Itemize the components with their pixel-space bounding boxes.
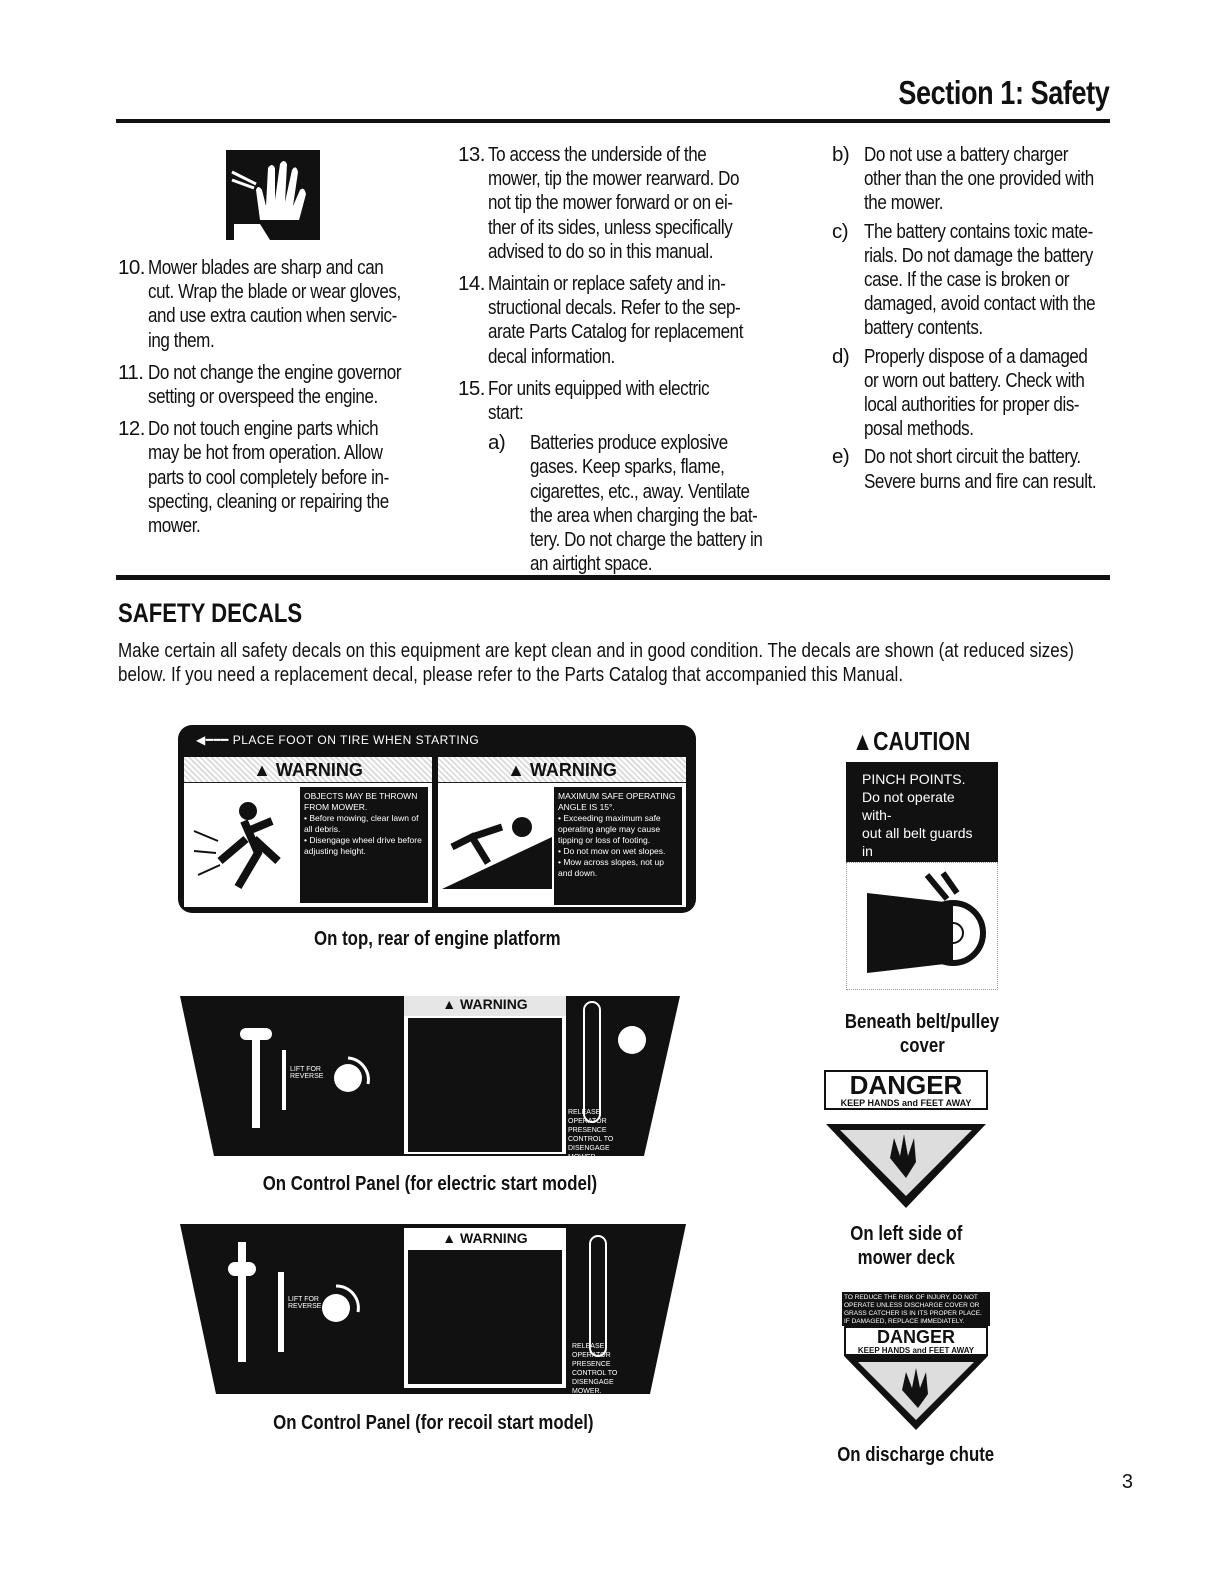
text-line: posal methods.	[864, 417, 974, 441]
safety-decals-heading: SAFETY DECALS	[118, 598, 303, 628]
alert-triangle-icon: ▲	[253, 760, 276, 780]
list-item	[118, 417, 418, 538]
text-line: the area when charging the bat-	[530, 503, 758, 527]
discharge-chute-caption: On discharge chute	[837, 1443, 995, 1466]
text-line: or worn out battery. Check with	[864, 368, 1085, 392]
engine-platform-decal	[178, 725, 696, 913]
intro-line: below. If you need a replacement decal, please refer to the Parts Catalog that accompanied this Manual.	[118, 663, 904, 686]
warning-line: • Mow across slopes, not up and down.	[558, 857, 664, 878]
text-line: To access the underside of the	[488, 143, 707, 166]
caution-pinch-points-decal	[846, 726, 998, 990]
item-number: 12.	[118, 417, 145, 441]
danger-discharge-chute-decal	[840, 1292, 992, 1432]
engine-platform-caption: On top, rear of engine platform	[313, 927, 561, 950]
text-line: Do not use a battery charger	[864, 143, 1069, 166]
page-number: 3	[1121, 1471, 1133, 1493]
alert-triangle-icon: ▲	[442, 996, 461, 1012]
list-item	[832, 220, 1112, 341]
text-line: The battery contains toxic mate-	[864, 219, 1093, 243]
list-item	[832, 143, 1112, 216]
warning-line: MAXIMUM SAFE OPERATING ANGLE IS 15°.	[558, 791, 676, 812]
text-line: Do not touch engine parts which	[148, 417, 379, 441]
caution-head: ▲CAUTION	[852, 726, 971, 756]
text-line: setting or overspeed the engine.	[148, 385, 378, 409]
text-line: Do not short circuit the battery.	[864, 445, 1081, 469]
belt-pulley-icon	[846, 862, 998, 990]
danger-head-box: DANGER KEEP HANDS and FEET AWAY	[844, 1326, 988, 1356]
item-number: a)	[488, 431, 506, 455]
text-line: the mower.	[864, 191, 944, 215]
warning-head: ▲ WARNING	[184, 757, 432, 783]
item-number: e)	[832, 445, 850, 469]
text-line: start:	[488, 401, 524, 425]
item-number: d)	[832, 344, 850, 368]
text-line: an airtight space.	[530, 552, 653, 576]
text-line: advised to do so in this manual.	[488, 239, 714, 263]
item-number: b)	[832, 143, 850, 166]
caution-line: PINCH POINTS.	[862, 771, 966, 787]
list-item	[832, 445, 1112, 493]
caution-text	[846, 762, 998, 877]
item-number: 10.	[118, 256, 145, 279]
section-rule	[116, 575, 1110, 580]
danger-top-text: TO REDUCE THE RISK OF INJURY, DO NOT OPERATE UNLESS DISCHARGE COVER OR GRASS CATCHER IS IN ITS PROPER PLACE. IF DAMAGED, REPLACE IMMEDIATELY.	[842, 1292, 990, 1326]
text-line: cut. Wrap the blade or wear gloves,	[148, 280, 401, 304]
electric-start-caption: On Control Panel (for electric start model)	[262, 1172, 598, 1195]
arrow-left-icon: ◀━━━	[196, 733, 233, 747]
text-line: arate Parts Catalog for replacement	[488, 320, 744, 344]
list-item	[458, 143, 768, 264]
safety-decals-intro	[118, 639, 1211, 687]
list-item	[458, 377, 768, 425]
text-line: ing them.	[148, 328, 215, 352]
text-line: cigarettes, etc., away. Ventilate	[530, 479, 750, 503]
release-operator-label: RELEASE OPERATOR PRESENCE CONTROL TO DISENGAGE MOWER.	[568, 1109, 614, 1161]
slope-tipping-icon	[442, 797, 552, 897]
warning-line: • Before mowing, clear lawn of all debris.	[304, 813, 419, 834]
alert-triangle-icon: ▲	[507, 760, 530, 780]
item-number: 11.	[118, 360, 144, 384]
list-item	[832, 345, 1112, 442]
list-item	[118, 256, 418, 353]
warning-line: • Exceeding maximum safe operating angle may cause tipping or loss of footing.	[558, 813, 661, 845]
warning-head: ▲ WARNING	[442, 996, 528, 1012]
safety-column-3	[832, 143, 1112, 498]
safety-column-2	[458, 143, 768, 576]
electric-start-control-panel-decal	[180, 994, 680, 1161]
warning-head: ▲ WARNING	[442, 1230, 528, 1246]
text-line: local authorities for proper dis-	[864, 393, 1080, 417]
caution-line: place.	[862, 861, 900, 877]
text-line: damaged, avoid contact with the	[864, 292, 1096, 316]
slope-warning	[438, 757, 686, 907]
safety-column-1	[118, 256, 418, 546]
decal-banner: ◀━━━ PLACE FOOT ON TIRE WHEN STARTING	[196, 733, 480, 747]
text-line: other than the one provided with	[864, 167, 1094, 191]
text-line: Maintain or replace safety and in-	[488, 272, 726, 296]
warning-head: ▲ WARNING	[438, 757, 686, 783]
item-number: c)	[832, 219, 849, 243]
recoil-start-control-panel-decal	[180, 1222, 686, 1394]
alert-triangle-icon: ▲	[852, 726, 874, 756]
text-line: rials. Do not damage the battery	[864, 243, 1093, 267]
intro-line: Make certain all safety decals on this equipment are kept clean and in good condition. The decals are shown (at reduced sizes)	[118, 639, 1074, 662]
list-item	[488, 431, 768, 576]
alert-triangle-icon: ▲	[442, 1230, 461, 1246]
section-title: Section 1: Safety	[897, 74, 1109, 111]
list-item	[118, 361, 418, 409]
text-line: not tip the mower forward or on ei-	[488, 191, 733, 215]
lift-for-reverse-label: LIFT FOR REVERSE	[288, 1296, 322, 1310]
text-line: and use extra caution when servic-	[148, 304, 397, 328]
caution-line: out all belt guards in	[862, 825, 973, 859]
item-number: 15.	[458, 376, 485, 400]
item-number: 13.	[458, 143, 485, 166]
text-line: Batteries produce explosive	[530, 431, 728, 455]
text-line: parts to cool completely before in-	[148, 465, 389, 489]
text-line: Properly dispose of a damaged	[864, 344, 1088, 368]
text-line: mower, tip the mower rearward. Do	[488, 167, 740, 191]
hand-cut-hazard-icon	[226, 150, 320, 240]
text-line: mower.	[148, 514, 201, 538]
list-item	[458, 272, 768, 369]
text-line: tery. Do not charge the battery in	[530, 528, 763, 552]
belt-pulley-caption: Beneath belt/pulley cover	[844, 1010, 1000, 1057]
recoil-start-caption: On Control Panel (for recoil start model)	[272, 1411, 594, 1434]
release-operator-label: RELEASE OPERATOR PRESENCE CONTROL TO DISENGAGE MOWER.	[572, 1343, 618, 1395]
text-line: battery contents.	[864, 316, 983, 340]
text-line: For units equipped with electric	[488, 376, 710, 400]
warning-line: OBJECTS MAY BE THROWN FROM MOWER.	[304, 791, 418, 812]
warning-text	[300, 787, 428, 903]
text-line: ther of its sides, unless specifically	[488, 215, 733, 239]
text-line: structional decals. Refer to the sep-	[488, 296, 741, 320]
text-line: Mower blades are sharp and can	[148, 256, 384, 279]
left-deck-caption: On left side of mower deck	[849, 1222, 963, 1269]
warning-text	[554, 787, 682, 905]
text-line: may be hot from operation. Allow	[148, 441, 383, 465]
thrown-objects-warning	[184, 757, 432, 907]
top-rule	[116, 119, 1110, 123]
warning-line: • Do not mow on wet slopes.	[558, 846, 666, 856]
thrown-objects-icon	[188, 791, 296, 901]
text-line: Do not change the engine governor	[148, 360, 402, 384]
text-line: Severe burns and fire can result.	[864, 469, 1097, 493]
text-line: gases. Keep sparks, flame,	[530, 455, 725, 479]
item-number: 14.	[458, 272, 485, 296]
caution-line: Do not operate with-	[862, 789, 955, 823]
text-line: decal information.	[488, 344, 615, 368]
text-line: case. If the case is broken or	[864, 268, 1070, 292]
warning-line: • Disengage wheel drive before adjusting height.	[304, 835, 422, 856]
text-line: specting, cleaning or repairing the	[148, 489, 389, 513]
danger-head-box: DANGER KEEP HANDS and FEET AWAY	[824, 1070, 988, 1110]
danger-keep-away-decal	[820, 1068, 992, 1210]
lift-for-reverse-label: LIFT FOR REVERSE	[290, 1066, 324, 1080]
